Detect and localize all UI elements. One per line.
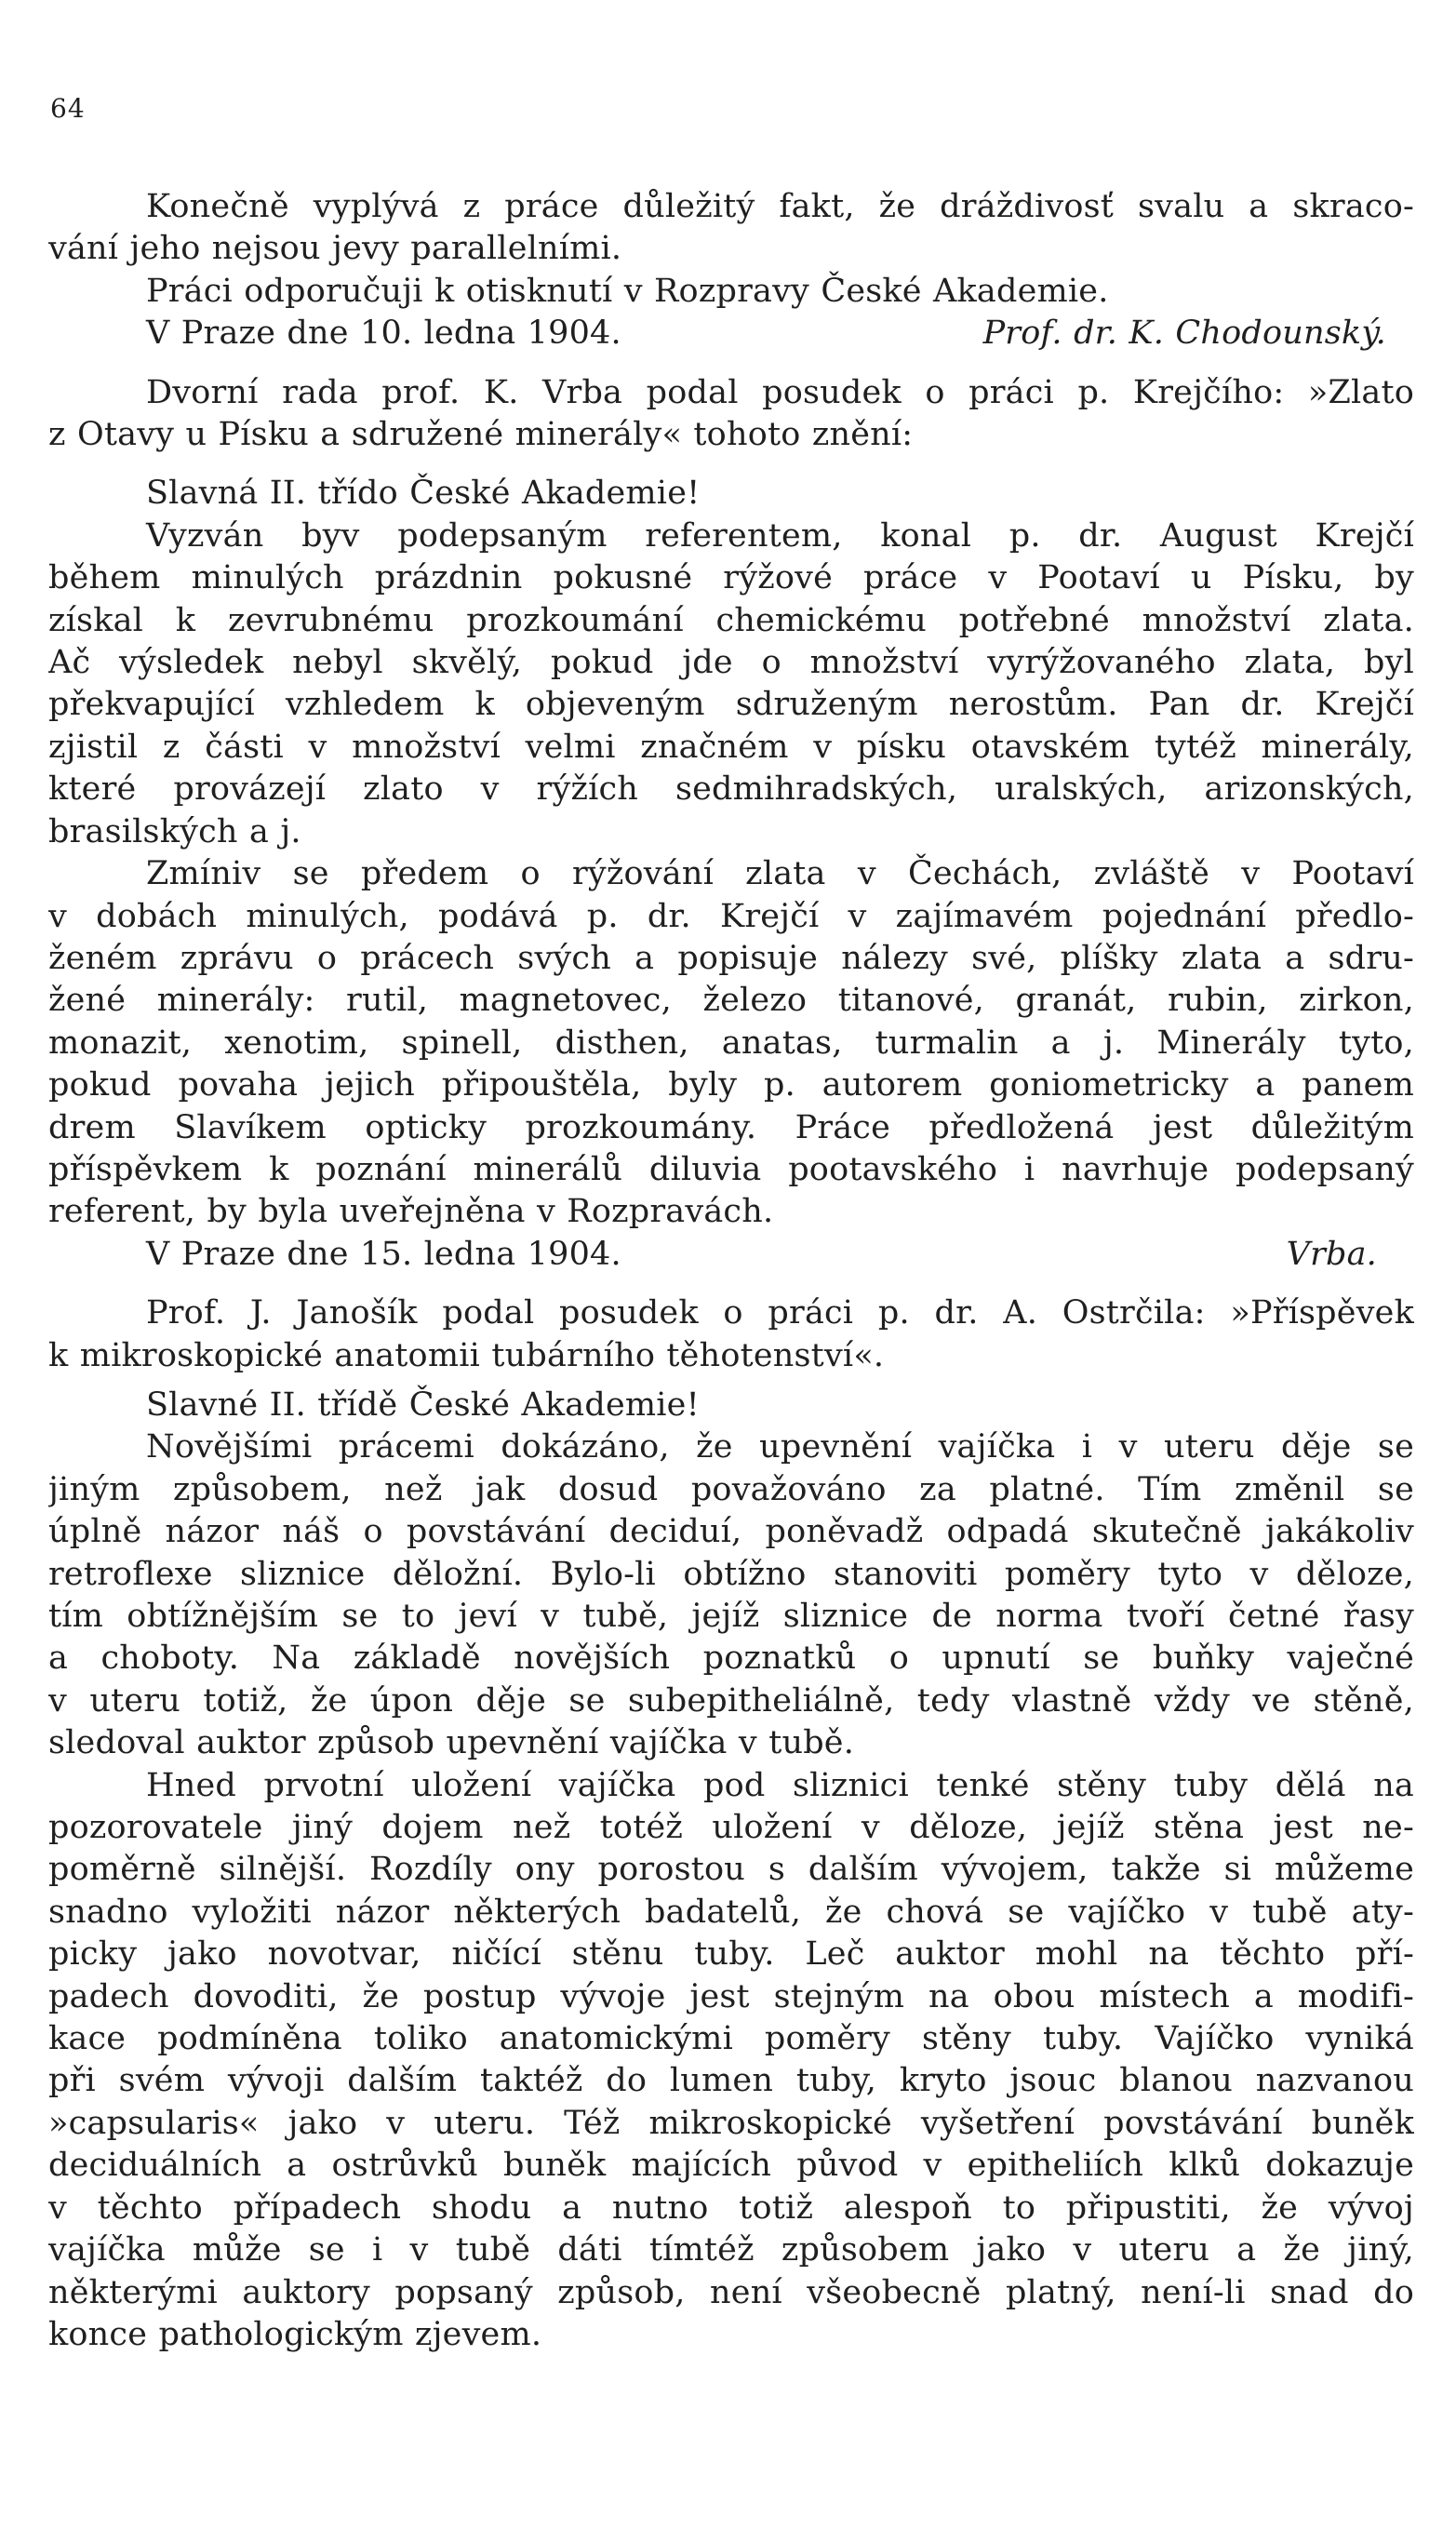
text-line: během minulých prázdnin pokusné rýžové práce v Pootaví u Písku, by: [48, 559, 1414, 597]
date-line: V Praze dne 15. ledna 1904.: [146, 1235, 621, 1273]
text-line: Práci odporučuji k otisknutí v Rozpravy České Akademie.: [146, 272, 1109, 310]
text-line: »capsularis« jako v uteru. Též mikroskopické vyšetření povstávání buněk: [48, 2104, 1414, 2142]
text-line: úplně názor náš o povstávání deciduí, poněvadž odpadá skutečně jakákoliv: [48, 1513, 1414, 1551]
paragraph-gap: [48, 355, 1414, 372]
signature-line: [48, 313, 1414, 355]
text-line: k mikroskopické anatomii tubárního těhotenství«.: [48, 1336, 885, 1374]
text-line: v těchto případech shodu a nutno totiž alespoň to připustiti, že vývoj: [48, 2188, 1414, 2227]
text-line: picky jako novotvar, ničící stěnu tuby. Leč auktor mohl na těchto pří-: [48, 1935, 1414, 1974]
text-line: konce pathologickým zjevem.: [48, 2315, 542, 2353]
text-line: referent, by byla uveřejněna v Rozpravách.: [48, 1193, 774, 1231]
text-line: Zmíniv se předem o rýžování zlata v Čechách, zvláště v Pootaví: [146, 855, 1414, 893]
text-line: retroflexe sliznice děložní. Bylo-li obtížno stanoviti poměry tyto v děloze,: [48, 1555, 1414, 1593]
text-line: které provázejí zlato v rýžích sedmihradských, uralských, arizonských,: [48, 770, 1414, 809]
text-line: snadno vyložiti názor některých badatelů, že chová se vajíčko v tubě aty-: [48, 1893, 1414, 1931]
signature: Vrba.: [1286, 1235, 1377, 1273]
text-line: sledoval auktor způsob upevnění vajíčka v tubě.: [48, 1724, 855, 1762]
text-line: při svém vývoji dalším taktéž do lumen tuby, kryto jsouc blanou nazvanou: [48, 2062, 1414, 2100]
text-line: zjistil z části v množství velmi značném v písku otavském tytéž minerály,: [48, 728, 1414, 766]
text-line: jiným způsobem, než jak dosud považováno za platné. Tím změnil se: [48, 1470, 1414, 1508]
text-line: Vyzván byv podepsaným referentem, konal p. dr. August Krejčí: [146, 516, 1414, 555]
text-line: vajíčka může se i v tubě dáti tímtéž způsobem jako v uteru a že jiný,: [48, 2231, 1414, 2269]
text-line: tím obtížnějším se to jeví v tubě, jejíž sliznice de norma tvoří četné řasy: [48, 1598, 1414, 1635]
text-line: poměrně silnější. Rozdíly ony porostou s dalším vývojem, takže si můžeme: [48, 1851, 1414, 1889]
text-line: Novějšími prácemi dokázáno, že upevnění vajíčka i v uteru děje se: [146, 1428, 1414, 1466]
text-line: Hned prvotní uložení vajíčka pod sliznici tenké stěny tuby dělá na: [146, 1766, 1414, 1804]
text-line: brasilských a j.: [48, 812, 301, 850]
text-line: deciduálních a ostrůvků buněk majících původ v epitheliích klků dokazuje: [48, 2147, 1414, 2185]
text-line: kace podmíněna toliko anatomickými poměry stěny tuby. Vajíčko vyniká: [48, 2020, 1414, 2058]
text-line: vání jeho nejsou jevy parallelními.: [48, 230, 622, 268]
text-line: pozorovatele jiný dojem než totéž uložení v děloze, jejíž stěna jest ne-: [48, 1809, 1414, 1847]
paragraph-gap: [48, 1276, 1414, 1292]
text-line: v dobách minulých, podává p. dr. Krejčí v zajímavém pojednání předlo-: [48, 897, 1414, 935]
text-line: příspěvkem k poznání minerálů diluvia pootavského i navrhuje podepsaný: [48, 1150, 1414, 1188]
text-line: a choboty. Na základě novějších poznatků o upnutí se buňky vaječné: [48, 1640, 1414, 1678]
text-line: z Otavy u Písku a sdružené minerály« tohoto znění:: [48, 416, 914, 454]
text-line: v uteru totiž, že úpon děje se subepitheliálně, tedy vlastně vždy ve stěně,: [48, 1681, 1414, 1720]
signature-line: [48, 1234, 1414, 1276]
text-line: některými auktory popsaný způsob, není všeobecně platný, není-li snad do: [48, 2273, 1414, 2311]
text-line: Ač výsledek nebyl skvělý, pokud jde o množství vyrýžovaného zlata, byl: [48, 644, 1414, 682]
paragraph-gap: [48, 1377, 1414, 1385]
salutation: Slavné II. třídě České Akademie!: [146, 1385, 700, 1424]
text-line: překvapující vzhledem k objeveným sdruženým nerostům. Pan dr. Krejčí: [48, 686, 1414, 724]
text-line: ženém zprávu o prácech svých a popisuje nálezy své, plíšky zlata a sdru-: [48, 939, 1414, 977]
text-line: Konečně vyplývá z práce důležitý fakt, že dráždivosť svalu a skraco-: [146, 188, 1414, 225]
page-body: [48, 186, 1414, 2356]
date-line: V Praze dne 10. ledna 1904.: [146, 315, 621, 353]
paragraph-gap: [48, 456, 1414, 473]
text-line: pokud povaha jejich připouštěla, byly p. autorem goniometricky a panem: [48, 1066, 1414, 1104]
salutation: Slavná II. třído České Akademie!: [146, 475, 701, 513]
text-line: drem Slavíkem opticky prozkoumány. Práce předložená jest důležitým: [48, 1108, 1414, 1146]
text-line: monazit, xenotim, spinell, disthen, anatas, turmalin a j. Minerály tyto,: [48, 1024, 1414, 1062]
signature: Prof. dr. K. Chodounský.: [982, 315, 1386, 353]
text-line: Dvorní rada prof. K. Vrba podal posudek o práci p. Krejčího: »Zlato: [146, 373, 1414, 411]
text-line: padech dovoditi, že postup vývoje jest stejným na obou místech a modifi-: [48, 1977, 1414, 2015]
text-line: získal k zevrubnému prozkoumání chemickému potřebné množství zlata.: [48, 601, 1414, 639]
page-number: 64: [50, 93, 86, 124]
text-line: Prof. J. Janošík podal posudek o práci p. dr. A. Ostrčila: »Příspěvek: [146, 1294, 1414, 1332]
text-line: žené minerály: rutil, magnetovec, železo titanové, granát, rubin, zirkon,: [48, 982, 1414, 1020]
